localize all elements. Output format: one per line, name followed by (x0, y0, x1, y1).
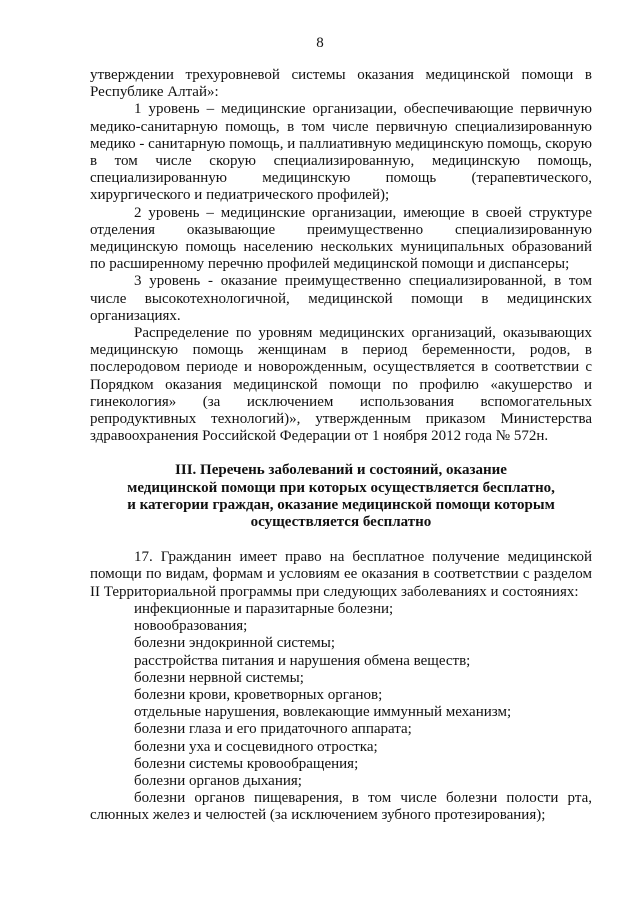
list-item: болезни органов дыхания; (134, 772, 302, 789)
list-item: отдельные нарушения, вовлекающие иммунный механизм; (134, 704, 512, 721)
list-item: болезни органов пищеварения, в том числе болезни полости рта, слюнных желез и челюстей (за исключением зубного протезирования); (90, 790, 592, 824)
document-body (90, 67, 592, 825)
list-item: новообразования; (134, 618, 248, 635)
paragraph-level-3: 3 уровень - оказание преимущественно специализированной, в том числе высокотехнологичной, медицинской помощи в медицинских организациях. (90, 273, 592, 324)
section-heading-line: и категории граждан, оказание медицинской помощи которым (127, 496, 555, 513)
section-heading-line: осуществляется бесплатно (250, 514, 432, 531)
list-item: болезни уха и сосцевидного отростка; (134, 738, 378, 755)
section-heading-line: III. Перечень заболеваний и состояний, оказание (175, 462, 507, 479)
list-item: болезни системы кровообращения; (134, 755, 359, 772)
page-number: 8 (316, 35, 324, 51)
section-heading (90, 462, 592, 531)
paragraph-continuation: утверждении трехуровневой системы оказания медицинской помощи в Республике Алтай»: (90, 67, 592, 101)
list-item: болезни эндокринной системы; (134, 635, 336, 652)
list-item: болезни глаза и его придаточного аппарата; (134, 721, 412, 738)
paragraph-level-2: 2 уровень – медицинские организации, имеющие в своей структуре отделения оказывающие преимущественно специализированную медицинскую помощь населению нескольких муниципальных образований по расширенному перечню профилей медицинской помощи и диспансеры; (90, 204, 592, 273)
paragraph-17: 17. Гражданин имеет право на бесплатное получение медицинской помощи по видам, формам и условиям ее оказания в соответствии с разделом II Территориальной программы при следующих заболеваниях и состояниях: (90, 549, 592, 600)
list-item: расстройства питания и нарушения обмена веществ; (134, 652, 471, 669)
paragraph-distribution: Распределение по уровням медицинских организаций, оказывающих медицинскую помощь женщинам в период беременности, родов, в послеродовом периоде и новорожденным, осуществляется в соответствии с Порядком оказания медицинской помощи по профилю «акушерство и гинекология» (за исключением использования вспомогательных репродуктивных технологий)», утвержденным приказом Министерства здравоохранения Российской Федерации от 1 ноября 2012 года № 572н. (90, 325, 592, 445)
diseases-list (90, 601, 592, 825)
paragraph-level-1: 1 уровень – медицинские организации, обеспечивающие первичную медико-санитарную помощь, в том числе первичную специализированную медико - санитарную помощь, и паллиативную медицинскую помощь, скорую в том числе скорую специализированную, медицинскую помощь, специализированную медицинскую помощь (терапевтического, хирургического и педиатрического профилей); (90, 101, 592, 204)
list-item: болезни крови, кроветворных органов; (134, 686, 383, 703)
list-item: инфекционные и паразитарные болезни; (134, 600, 394, 617)
list-item: болезни нервной системы; (134, 669, 304, 686)
section-heading-line: медицинской помощи при которых осуществляется бесплатно, (127, 479, 555, 496)
